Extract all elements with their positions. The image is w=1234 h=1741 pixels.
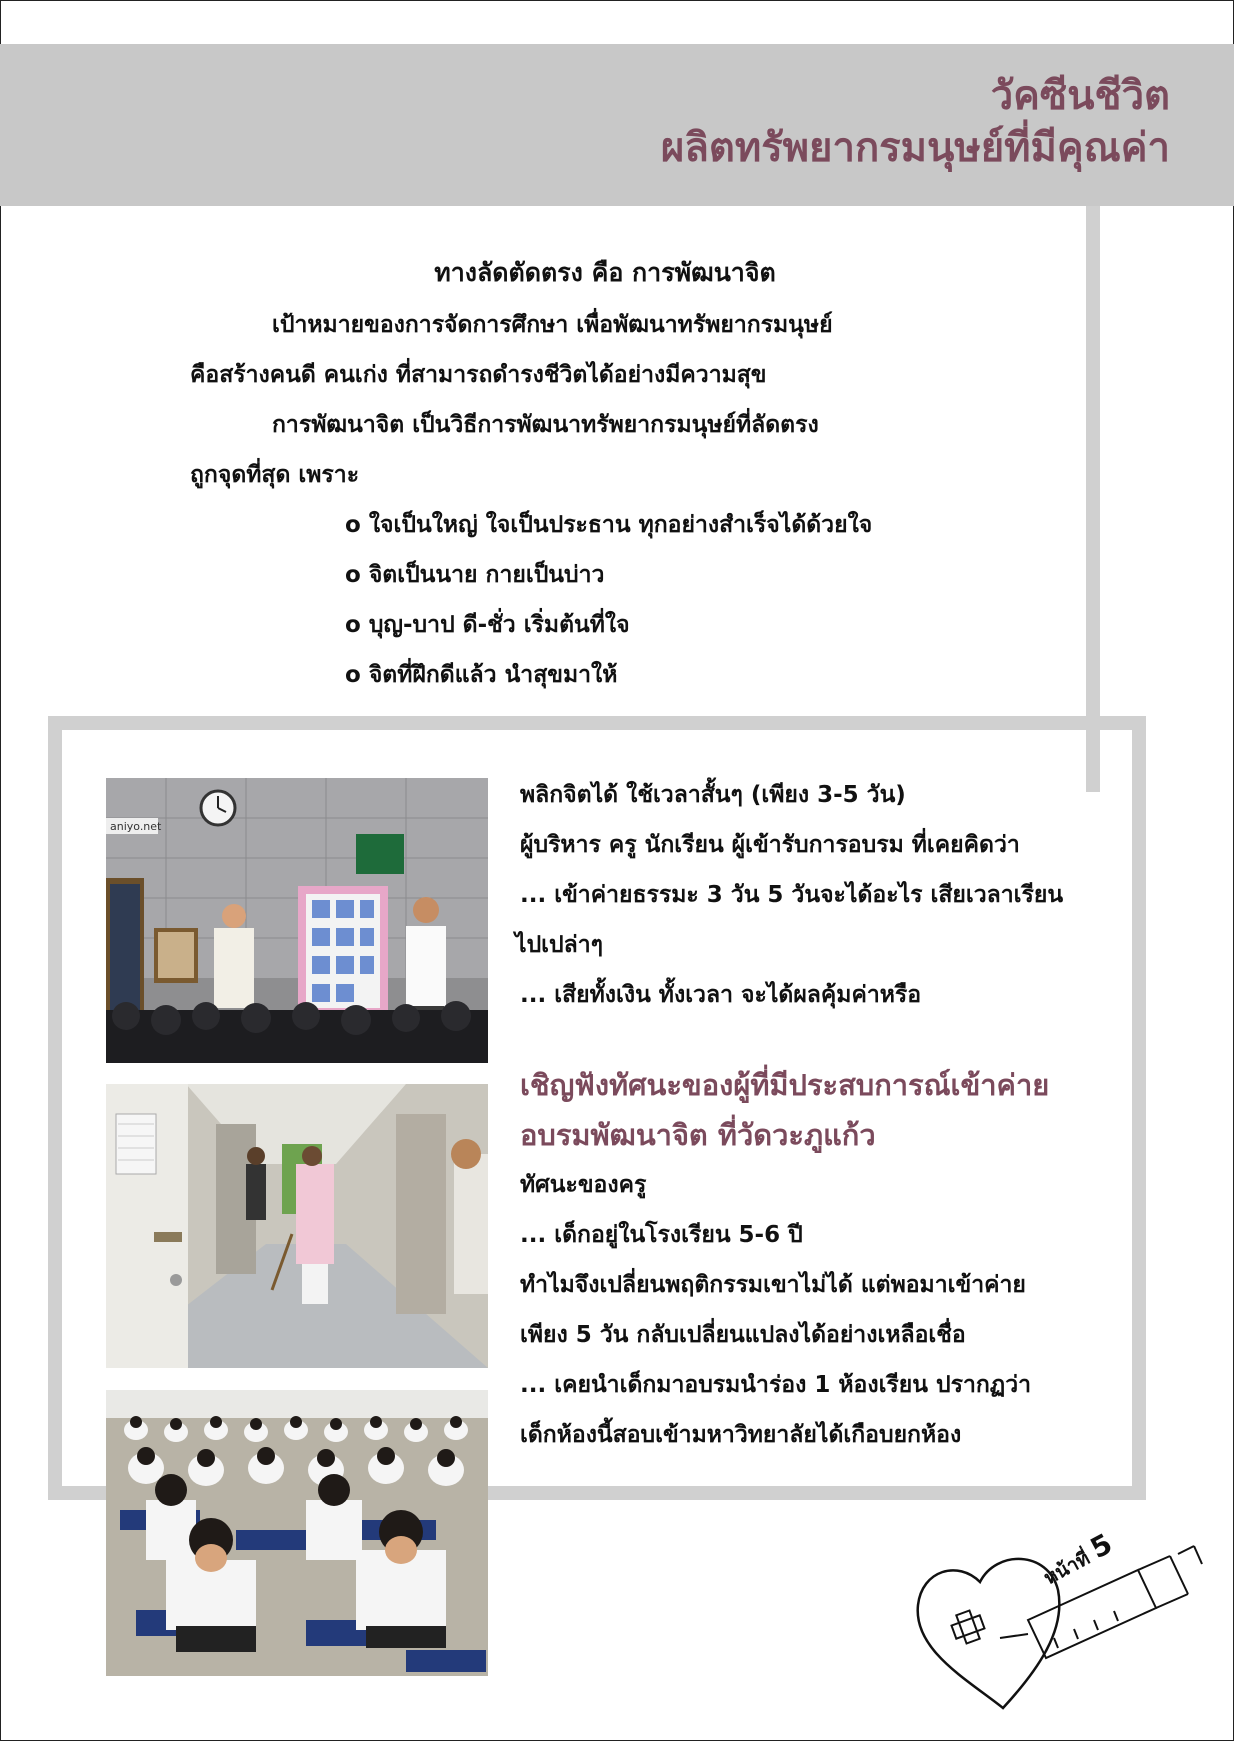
section2-line: เด็กห้องนี้สอบเข้ามหาวิทยาลัยได้เกือบยกห้อง bbox=[520, 1422, 962, 1448]
section1-line: ... เข้าค่ายธรรมะ 3 วัน 5 วันจะได้อะไร เสียเวลาเรียน bbox=[520, 882, 1064, 908]
intro-paragraph-1-line-1: เป้าหมายของการจัดการศึกษา เพื่อพัฒนาทรัพยากรมนุษย์ bbox=[272, 312, 833, 338]
teacher-views-heading: ทัศนะของครู bbox=[520, 1172, 647, 1198]
section1-line: ไปเปล่าๆ bbox=[515, 932, 603, 958]
reason-item: o ใจเป็นใหญ่ ใจเป็นประธาน ทุกอย่างสำเร็จได้ด้วยใจ bbox=[345, 500, 1020, 550]
title-line-1: วัคซีนชีวิต bbox=[990, 73, 1170, 119]
section2-line: เพียง 5 วัน กลับเปลี่ยนแปลงได้อย่างเหลือเชื่อ bbox=[520, 1322, 966, 1348]
section-teacher-views bbox=[520, 1060, 1140, 1460]
page-label: หน้าที่ bbox=[1040, 1547, 1094, 1590]
section1-line: พลิกจิตได้ ใช้เวลาสั้นๆ (เพียง 3-5 วัน) bbox=[520, 782, 906, 808]
decorative-vertical-line bbox=[1086, 206, 1100, 792]
title-line-2: ผลิตทรัพยากรมนุษย์ที่มีคุณค่า bbox=[660, 125, 1170, 171]
intro-paragraph-1-line-2: คือสร้างคนดี คนเก่ง ที่สามารถดำรงชีวิตได้อย่างมีความสุข bbox=[190, 362, 767, 388]
section2-line: ทำไมจึงเปลี่ยนพฤติกรรมเขาไม่ได้ แต่พอมาเข้าค่าย bbox=[520, 1272, 1026, 1298]
reason-item: o จิตที่ฝึกดีแล้ว นำสุขมาให้ bbox=[345, 650, 1020, 700]
intro-paragraph-2-line-1: การพัฒนาจิต เป็นวิธีการพัฒนาทรัพยากรมนุษย์ที่ลัดตรง bbox=[272, 412, 819, 438]
photo-lecture-hall bbox=[106, 778, 488, 1063]
section1-line: ผู้บริหาร ครู นักเรียน ผู้เข้ารับการอบรม ที่เคยคิดว่า bbox=[520, 832, 1020, 858]
section2-line: ... เด็กอยู่ในโรงเรียน 5-6 ปี bbox=[520, 1222, 803, 1248]
photo-corridor bbox=[106, 1084, 488, 1368]
section1-line: ... เสียทั้งเงิน ทั้งเวลา จะได้ผลคุ้มค่าหรือ bbox=[520, 982, 922, 1008]
invite-line-1: เชิญฟังทัศนะของผู้ที่มีประสบการณ์เข้าค่าย bbox=[520, 1068, 1050, 1102]
page-title bbox=[661, 70, 1170, 174]
reason-item: o จิตเป็นนาย กายเป็นบ่าว bbox=[345, 550, 1020, 600]
invite-line-2: อบรมพัฒนาจิต ที่วัดวะภูแก้ว bbox=[520, 1118, 876, 1152]
intro-section bbox=[190, 248, 1020, 700]
intro-paragraph-2-line-2: ถูกจุดที่สุด เพราะ bbox=[190, 462, 360, 488]
photo-students-seated bbox=[106, 1390, 488, 1676]
page-number: 5 bbox=[1084, 1526, 1118, 1566]
intro-heading: ทางลัดตัดตรง คือ การพัฒนาจิต bbox=[434, 258, 776, 287]
section2-line: ... เคยนำเด็กมาอบรมนำร่อง 1 ห้องเรียน ปรากฏว่า bbox=[520, 1372, 1032, 1398]
photo-sign-text: aniyo.net bbox=[110, 820, 162, 833]
reason-item: o บุญ-บาป ดี-ชั่ว เริ่มต้นที่ใจ bbox=[345, 600, 1020, 650]
reasons-list bbox=[190, 500, 1020, 700]
section-mind-change bbox=[515, 770, 1140, 1020]
